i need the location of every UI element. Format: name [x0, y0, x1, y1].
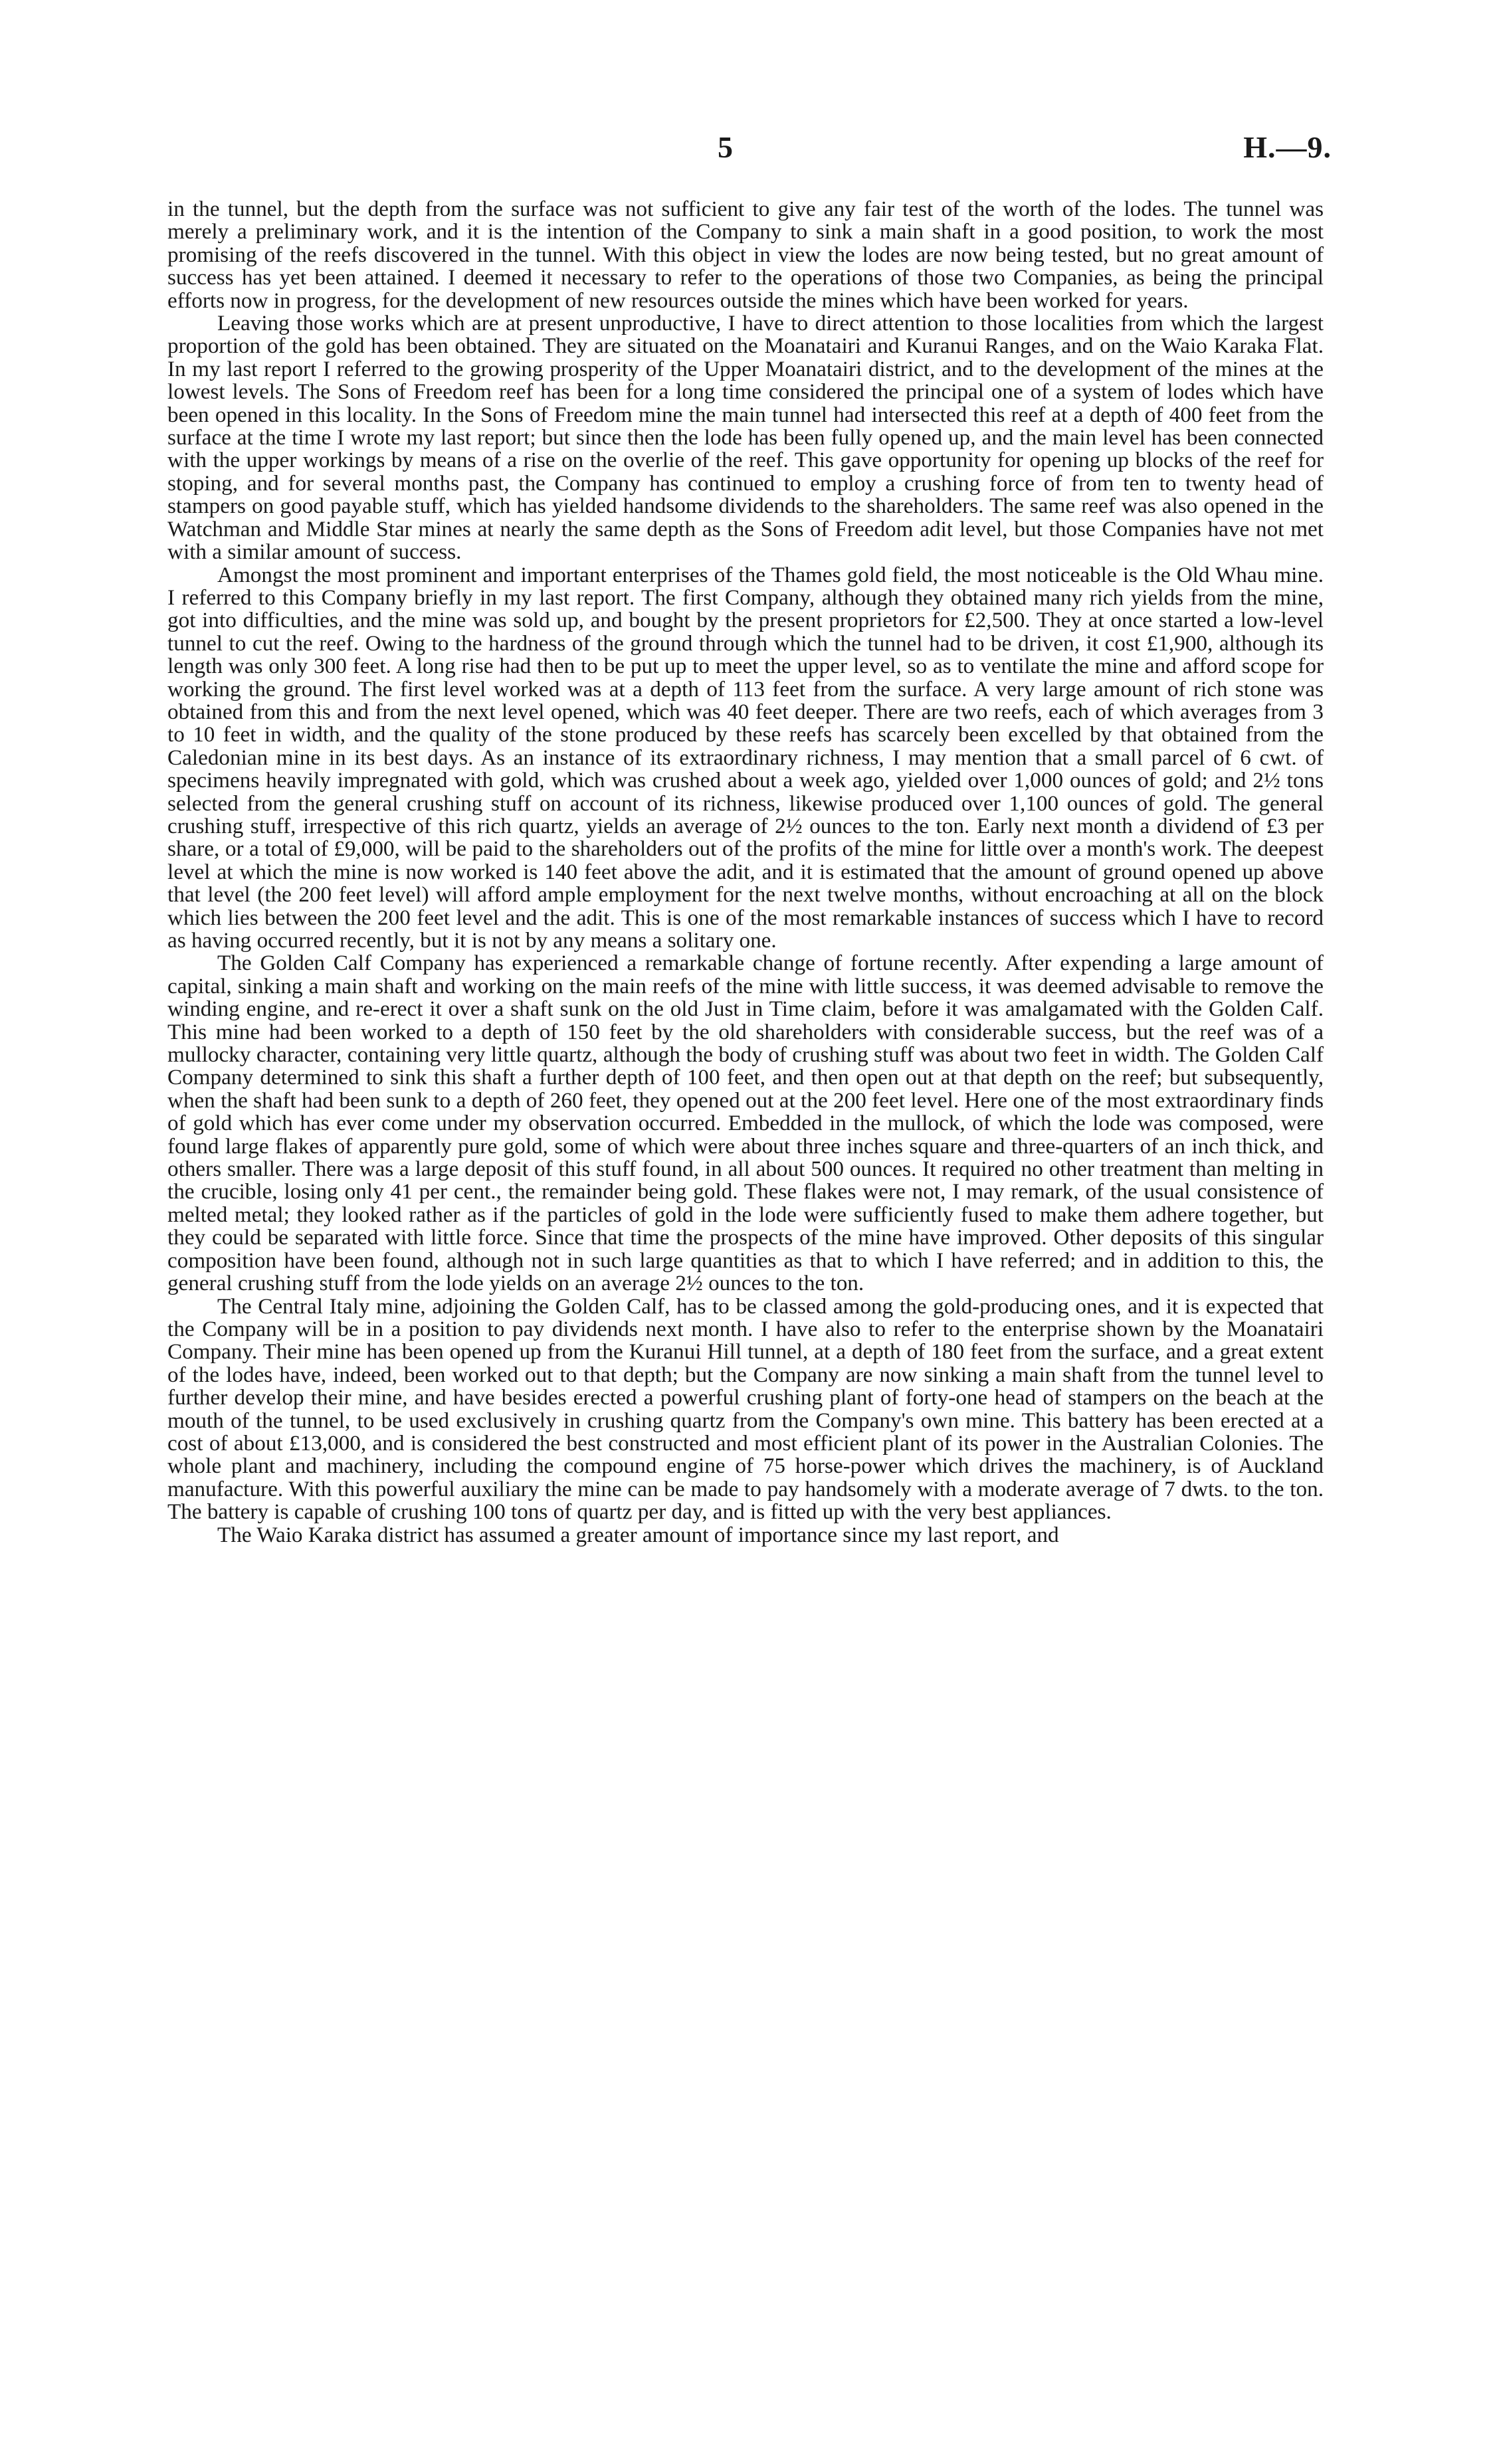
- document-reference: H.—9.: [1243, 130, 1332, 164]
- page-number: 5: [718, 130, 733, 164]
- body-text: [167, 198, 1324, 1547]
- paragraph-waio-karaka: The Waio Karaka district has assumed a greater amount of importance since my last report, and: [217, 1522, 1059, 1547]
- paragraph-old-whau-mine: Amongst the most prominent and important enterprises of the Thames gold field, the most noticeable is the Old Whau mine. I referred to this Company briefly in my last report. The first Company, although they obtained many rich yields from the mine, got into difficulties, and the mine was sold up, and bought by the present proprietors for £2,500. They at once started a low-level tunnel to cut the reef. Owing to the hardness of the ground through which the tunnel had to be driven, it cost £1,900, although its length was only 300 feet. A long rise had then to be put up to meet the upper level, so as to ventilate the mine and afford scope for working the ground. The first level worked was at a depth of 113 feet from the surface. A very large amount of rich stone was obtained from this and from the next level opened, which was 40 feet deeper. There are two reefs, each of which averages from 3 to 10 feet in width, and the quality of the stone produced by these reefs has scarcely been excelled by that obtained from the Caledonian mine in its best days. As an instance of its extraordinary richness, I may mention that a small parcel of 6 cwt. of specimens heavily impregnated with gold, which was crushed about a week ago, yielded over 1,000 ounces of gold; and 2½ tons selected from the general crushing stuff on account of its richness, likewise produced over 1,100 ounces of gold. The general crushing stuff, irrespective of this rich quartz, yields an average of 2½ ounces to the ton. Early next month a dividend of £3 per share, or a total of £9,000, will be paid to the shareholders out of the profits of the mine for little over a month's work. The deepest level at which the mine is now worked is 140 feet above the adit, and it is estimated that the amount of ground opened up above that level (the 200 feet level) will afford ample employment for the next twelve months, without encroaching at all on the block which lies between the 200 feet level and the adit. This is one of the most remarkable instances of success which I have to record as having occurred recently, but it is not by any means a solitary one.: [167, 562, 1324, 953]
- paragraph-moanatairi-ranges: Leaving those works which are at present unproductive, I have to direct attention to those localities from which the largest proportion of the gold has been obtained. They are situated on the Moanatairi and Kuranui Ranges, and on the Waio Karaka Flat. In my last report I referred to the growing prosperity of the Upper Moanatairi district, and to the development of the mines at the lowest levels. The Sons of Freedom reef has been for a long time considered the principal one of a system of lodes which have been opened in this locality. In the Sons of Freedom mine the main tunnel had intersected this reef at a depth of 400 feet from the surface at the time I wrote my last report; but since then the lode has been fully opened up, and the main level has been connected with the upper workings by means of a rise on the overlie of the reef. This gave opportunity for opening up blocks of the reef for stoping, and for several months past, the Company has continued to employ a crushing force of from ten to twenty head of stampers on good payable stuff, which has yielded handsome dividends to the shareholders. The same reef was also opened in the Watchman and Middle Star mines at nearly the same depth as the Sons of Freedom adit level, but those Companies have not met with a similar amount of success.: [167, 311, 1324, 565]
- paragraph-continuation: in the tunnel, but the depth from the surface was not sufficient to give any fair test of the worth of the lodes. The tunnel was merely a preliminary work, and it is the intention of the Company to sink a main shaft in a good position, to work the most promising of the reefs discovered in the tunnel. With this object in view the lodes are now being tested, but no great amount of success has yet been attained. I deemed it necessary to refer to the operations of those two Companies, as being the principal efforts now in progress, for the development of new resources outside the mines which have been worked for years.: [167, 197, 1324, 313]
- paragraph-golden-calf: The Golden Calf Company has experienced a remarkable change of fortune recently. After expending a large amount of capital, sinking a main shaft and working on the main reefs of the mine with little success, it was deemed advisable to remove the winding engine, and re-erect it over a shaft sunk on the old Just in Time claim, before it was amalgamated with the Golden Calf. This mine had been worked to a depth of 150 feet by the old shareholders with considerable success, but the reef was of a mullocky character, containing very little quartz, although the body of crushing stuff was about two feet in width. The Golden Calf Company determined to sink this shaft a further depth of 100 feet, and then open out at that depth on the reef; but subsequently, when the shaft had been sunk to a depth of 260 feet, they opened out at the 200 feet level. Here one of the most extraordinary finds of gold which has ever come under my observation occurred. Embedded in the mullock, of which the lode was composed, were found large flakes of apparently pure gold, some of which were about three inches square and three-quarters of an inch thick, and others smaller. There was a large deposit of this stuff found, in all about 500 ounces. It required no other treatment than melting in the crucible, losing only 41 per cent., the remainder being gold. These flakes were not, I may remark, of the usual consistence of melted metal; they looked rather as if the particles of gold in the lode were sufficiently fused to make them adhere together, but they could be separated with little force. Since that time the prospects of the mine have improved. Other deposits of this singular composition have been found, although not in such large quantities as that to which I have referred; and in addition to this, the general crushing stuff from the lode yields on an average 2½ ounces to the ton.: [167, 951, 1324, 1296]
- paragraph-central-italy: The Central Italy mine, adjoining the Golden Calf, has to be classed among the gold-producing ones, and it is expected that the Company will be in a position to pay dividends next month. I have also to refer to the enterprise shown by the Moanatairi Company. Their mine has been opened up from the Kuranui Hill tunnel, at a depth of 180 feet from the surface, and a great extent of the lodes have, indeed, been worked out to that depth; but the Company are now sinking a main shaft from the tunnel level to further develop their mine, and have besides erected a powerful crushing plant of forty-one head of stampers on the beach at the mouth of the tunnel, to be used exclusively in crushing quartz from the Company's own mine. This battery has been erected at a cost of about £13,000, and is considered the best constructed and most efficient plant of its power in the Australian Colonies. The whole plant and machinery, including the compound engine of 75 horse-power which drives the machinery, is of Auckland manufacture. With this powerful auxiliary the mine can be made to pay handsomely with a moderate average of 7 dwts. to the ton. The battery is capable of crushing 100 tons of quartz per day, and is fitted up with the very best appliances.: [167, 1293, 1324, 1525]
- page-header: [0, 130, 1499, 176]
